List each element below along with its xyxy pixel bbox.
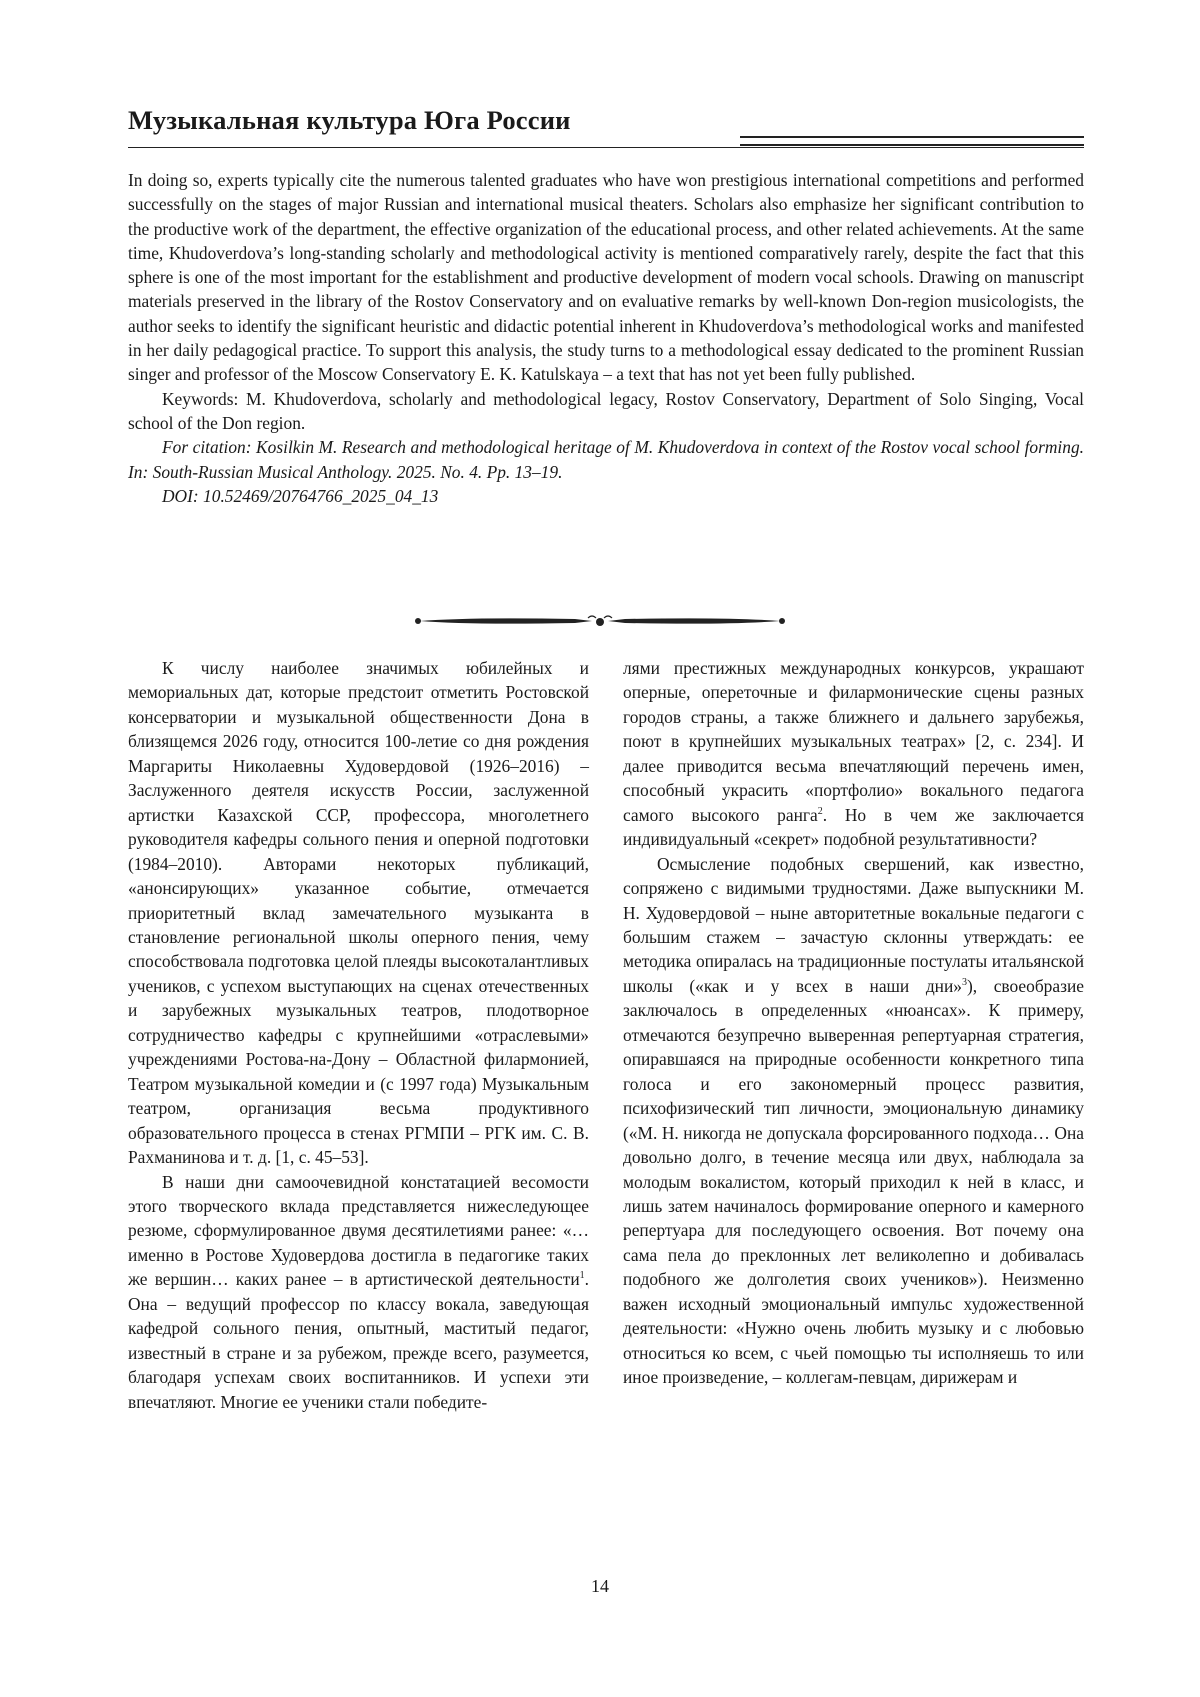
text-run: . Но в чем же заключается индивидуальный «секрет» подобной результативности? — [623, 804, 1084, 850]
text-run: лями престижных международных конкурсов, украшают оперные, опереточные и филармонические сцены разных городов страны, а также ближнего и дальнего зарубежья, поют в крупнейших музыкальных театрах» [2, с. 234]. И далее приводится весьма впечатляющий перечень имен, способный украсить «портфолио» вокального педагога самого высокого ранга — [623, 658, 1084, 825]
abstract — [128, 168, 1084, 508]
footnote-marker-3[interactable]: 3 — [961, 976, 967, 988]
body-paragraph: К числу наиболее значимых юбилейных и мемориальных дат, которые предстоит отметить Ростовской консерватории и музыкальной общественности Дона в близящемся 2026 году, относится 100-летие со дня рождения Маргариты Николаевны Худовердовой (1926–2016) – Заслуженного деятеля искусств России, заслуженной артистки Казахской ССР, профессора, многолетнего руководителя кафедры сольного пения и оперной подготовки (1984–2010). Авторами некоторых публикаций, «анонсирующих» указанное событие, отмечается приоритетный вклад замечательного музыканта в становление региональной школы оперного пения, чему способствовала подготовка целой плеяды высокоталантливых учеников, с успехом выступающих на сценах отечественных и зарубежных музыкальных театров, плодотворное сотрудничество кафедры с крупнейшими «отраслевыми» учреждениями Ростова-на-Дону – Областной филармонией, Театром музыкальной комедии и (с 1997 года) Музыкальным театром, организация весьма продуктивного образовательного процесса в стенах РГМПИ – РГК им. С. В. Рахманинова и т. д. [1, с. 45–53]. — [128, 658, 589, 1168]
footnote-marker-1[interactable]: 1 — [579, 1270, 585, 1282]
right-column — [623, 656, 1084, 1390]
header-double-rule — [740, 136, 1084, 146]
journal-title: Музыкальная культура Юга России — [128, 105, 571, 135]
body-paragraph — [128, 1170, 589, 1415]
citation: For citation: Kosilkin M. Research and methodological heritage of M. Khudoverdova in context of the Rostov vocal school forming. In: South-Russian Musical Anthology. 2025. No. 4. Pp. 13–19. — [128, 437, 1084, 482]
text-run: Осмысление подобных свершений, как известно, сопряжено с видимыми трудностями. Даже выпускники М. Н. Худовердовой – ныне авторитетные вокальные педагоги с большим стажем – зачастую склонны утверждать: ее методика опиралась на традиционные постулаты итальянской школы («как и у всех в наши дни» — [623, 853, 1084, 996]
doi: DOI: 10.52469/20764766_2025_04_13 — [162, 485, 439, 506]
section-divider-ornament — [410, 612, 790, 630]
text-run: . Она – ведущий профессор по классу вокала, заведующая кафедрой сольного пения, опытный, маститый педагог, известный в стране и за рубежом, прежде всего, разумеется, благодаря успехам своих воспитанников. И успехи эти впечатляют. Многие ее ученики стали победите- — [128, 1269, 589, 1412]
keywords: Keywords: M. Khudoverdova, scholarly and methodological legacy, Rostov Conservatory, Department of Solo Singing, Vocal school of the Don region. — [128, 388, 1084, 433]
left-column — [128, 656, 589, 1414]
page-number: 14 — [591, 1576, 609, 1596]
text-run: ), своеобразие заключалось в определенных «нюансах». К примеру, отмечаются безупречно выверенная репертуарная стратегия, опиравшаяся на природные особенности конкретного типа голоса и его закономерный процесс развития, психофизический тип личности, эмоциональную динамику («М. Н. никогда не допускала форсированного подхода… Она довольно долго, в течение месяца или двух, наблюдала за молодым вокалистом, который приходил к ней в класс, и лишь затем начиналось формирование оперного и камерного репертуара для последующего освоения. Вот почему она сама пела до преклонных лет великолепно и добивалась подобного же долголетия своих учеников»). Неизменно важен исходный эмоциональный импульс художественной деятельности: «Нужно очень любить музыку и с любовью относиться ко всем, с чьей помощью ты исполняешь то или иное произведение, – коллегам-певцам, дирижерам и — [623, 975, 1084, 1388]
abstract-text: In doing so, experts typically cite the numerous talented graduates who have won prestigious international competitions and performed successfully on the stages of major Russian and international musical theaters. Scholars also emphasize her significant contribution to the productive work of the department, the effective organization of the educational process, and other related achievements. At the same time, Khudoverdova’s long-standing scholarly and methodological activity is mentioned comparatively rarely, despite the fact that this sphere is one of the most important for the establishment and productive development of modern vocal schools. Drawing on manuscript materials preserved in the library of the Rostov Conservatory and on evaluative remarks by well-known Don-region musicologists, the author seeks to identify the significant heuristic and didactic potential inherent in Khudoverdova’s methodological works and manifested in her daily pedagogical practice. To support this analysis, the study turns to a methodological essay dedicated to the prominent Russian singer and professor of the Moscow Conservatory E. K. Katulskaya – a text that has not yet been fully published. — [128, 170, 1084, 385]
body-paragraph — [623, 656, 1084, 852]
text-run: В наши дни самоочевидной констатацией весомости этого творческого вклада представляется нижеследующее резюме, сформулированное двумя десятилетиями ранее: «…именно в Ростове Худовердова достигла в педагогике таких же вершин… каких ранее – в артистической деятельности — [128, 1171, 589, 1290]
body-paragraph — [623, 852, 1084, 1390]
header-rule — [128, 147, 1084, 148]
footnote-marker-2[interactable]: 2 — [817, 805, 823, 817]
